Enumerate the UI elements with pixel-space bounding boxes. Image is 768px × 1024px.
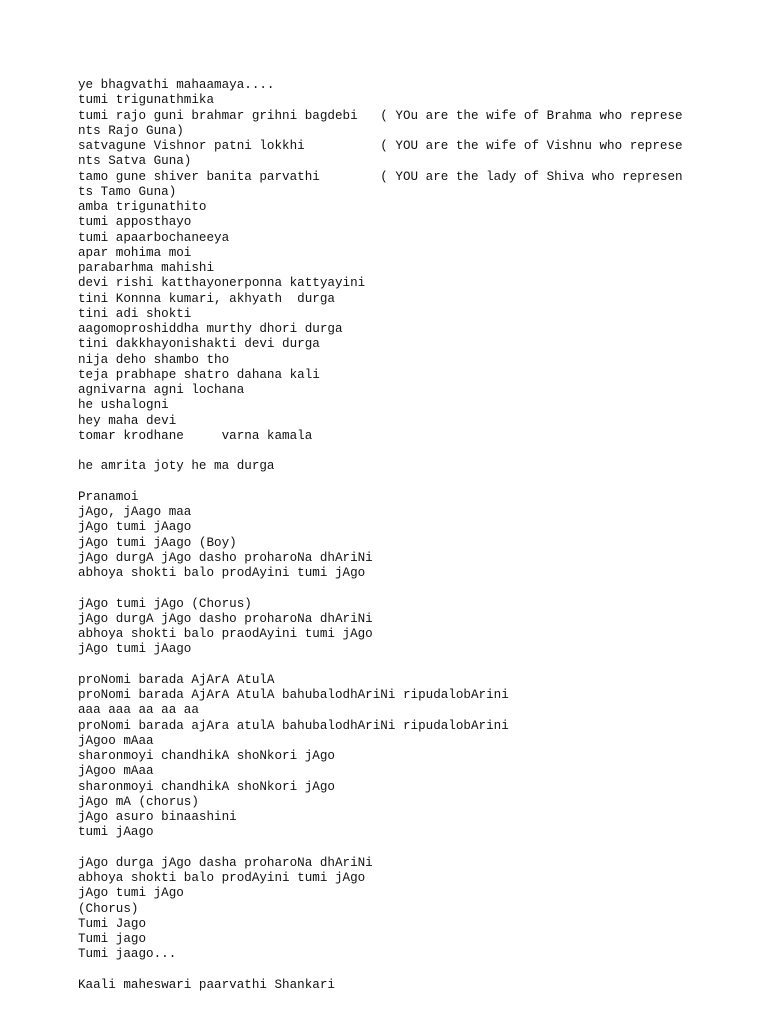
text-line: hey maha devi	[78, 413, 177, 428]
text-line: jAgo durga jAgo dasha proharoNa dhAriNi	[78, 855, 373, 870]
text-line: Kaali maheswari paarvathi Shankari	[78, 977, 335, 992]
text-line: jAgo, jAago maa	[78, 505, 192, 519]
text-line: ye bhagvathi mahaamaya....	[78, 78, 275, 92]
text-line: sharonmoyi chandhikA shoNkori jAgo	[78, 749, 335, 763]
text-line	[78, 841, 748, 856]
text-line: proNomi barada AjArA AtulA bahubalodhAriNi ripudalobArini	[78, 688, 509, 702]
text-line: jAgo tumi jAago	[78, 642, 192, 657]
text-line: Tumi jaago...	[78, 947, 177, 962]
text-line: abhoya shokti balo praodAyini tumi jAgo	[78, 627, 373, 641]
text-line: tumi jAago	[78, 825, 154, 840]
text-line: jAgoo mAaa	[78, 764, 154, 779]
text-line: nija deho shambo tho	[78, 352, 230, 367]
text-line: jAgoo mAaa	[78, 733, 154, 748]
text-line: jAgo mA (chorus)	[78, 794, 199, 809]
text-line: Tumi jago	[78, 932, 147, 946]
text-line: ts Tamo Guna)	[78, 184, 177, 199]
text-line: agnivarna agni lochana	[78, 383, 245, 397]
text-line: sharonmoyi chandhikA shoNkori jAgo	[78, 779, 335, 794]
text-line: tomar krodhane varna kamala	[78, 428, 313, 443]
text-line: jAgo asuro binaashini	[78, 810, 237, 824]
text-line: abhoya shokti balo prodAyini tumi jAgo	[78, 871, 366, 885]
text-line: aaa aaa aa aa aa	[78, 703, 199, 718]
text-line: tamo gune shiver banita parvathi ( YOU are the lady of Shiva who represen	[78, 169, 683, 184]
text-line	[78, 963, 748, 978]
text-line	[78, 444, 748, 459]
text-line	[78, 658, 748, 673]
text-line: Pranamoi	[78, 489, 139, 504]
text-line: aagomoproshiddha murthy dhori durga	[78, 322, 343, 336]
text-line: amba trigunathito	[78, 200, 207, 214]
text-line: tumi trigunathmika	[78, 93, 215, 108]
text-line: apar mohima moi	[78, 245, 192, 260]
text-line: tini Konnna kumari, akhyath durga	[78, 291, 335, 306]
text-line: jAgo tumi jAago	[78, 520, 192, 535]
text-line: he ushalogni	[78, 398, 169, 413]
text-line: abhoya shokti balo prodAyini tumi jAgo	[78, 566, 366, 580]
text-line: tumi apposthayo	[78, 215, 192, 230]
text-line: proNomi barada AjArA AtulA	[78, 672, 275, 687]
text-line: jAgo durgA jAgo dasho proharoNa dhAriNi	[78, 550, 373, 565]
text-line: (Chorus)	[78, 901, 139, 916]
text-line: teja prabhape shatro dahana kali	[78, 367, 320, 382]
text-line: jAgo tumi jAgo	[78, 886, 184, 901]
text-line	[78, 581, 748, 596]
text-line: he amrita joty he ma durga	[78, 459, 275, 474]
text-line: tini adi shokti	[78, 306, 192, 321]
text-line: tini dakkhayonishakti devi durga	[78, 337, 320, 352]
text-line: parabarhma mahishi	[78, 261, 215, 275]
text-line: devi rishi katthayonerponna kattyayini	[78, 276, 366, 291]
text-line: Tumi Jago	[78, 916, 147, 931]
text-line: tumi rajo guni brahmar grihni bagdebi ( YOu are the wife of Brahma who represe	[78, 108, 683, 123]
text-line: satvagune Vishnor patni lokkhi ( YOU are the wife of Vishnu who represe	[78, 139, 683, 153]
text-line: proNomi barada ajAra atulA bahubalodhAriNi ripudalobArini	[78, 718, 509, 733]
text-line: nts Rajo Guna)	[78, 123, 184, 138]
text-line: jAgo durgA jAgo dasho proharoNa dhAriNi	[78, 611, 373, 626]
text-line: nts Satva Guna)	[78, 154, 192, 169]
text-line: tumi apaarbochaneeya	[78, 230, 230, 245]
text-line	[78, 475, 748, 490]
document-text	[78, 78, 748, 993]
text-line: jAgo tumi jAgo (Chorus)	[78, 596, 252, 611]
text-line: jAgo tumi jAago (Boy)	[78, 535, 237, 550]
